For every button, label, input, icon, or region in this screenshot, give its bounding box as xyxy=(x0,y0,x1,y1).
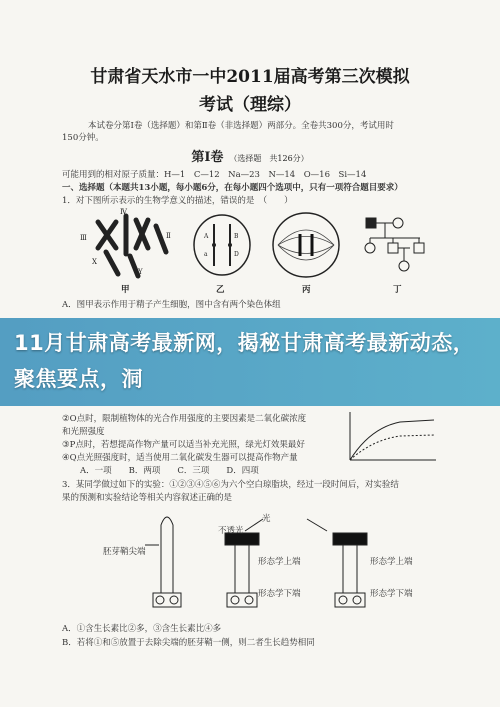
figure-spindle xyxy=(270,210,342,280)
figure-label-4: 丁 xyxy=(393,285,402,295)
figure-label-1: 甲 xyxy=(121,285,130,295)
section-title: 第Ⅰ卷 xyxy=(191,150,224,165)
atomic-masses: 可能用到的相对原子质量：H—1 C—12 Na—23 N—14 O—16 Si—14 xyxy=(62,170,367,180)
svg-text:D: D xyxy=(234,251,239,258)
exam-title-line2: 考试（理综） xyxy=(199,95,301,115)
svg-text:A: A xyxy=(204,233,209,240)
question-line-4: ④Q点光照强度时，适当使用二氧化碳发生器可以提高作物产量 xyxy=(62,453,298,463)
exp-label-mid-top: 形态学上端 xyxy=(258,557,301,567)
figure-cell xyxy=(190,212,254,278)
option-a-q1: A．图甲表示作用于精子产生细胞，图中含有两个染色体组 xyxy=(62,300,281,310)
exp-label-mid-bottom: 形态学下端 xyxy=(258,589,301,599)
section-heading xyxy=(0,146,500,165)
svg-text:a: a xyxy=(204,251,208,258)
svg-text:Ⅳ: Ⅳ xyxy=(120,208,127,216)
question-3-line-2: 果的预测和实验结论等相关内容叙述正确的是 xyxy=(62,493,233,503)
intro-text-2: 150分钟。 xyxy=(62,133,104,143)
answer-b: B．若将①和⑤放置于去除尖端的胚芽鞘一侧，则二者生长趋势相同 xyxy=(62,638,315,648)
section-note: （选择题 共126分） xyxy=(229,154,309,163)
question-line-2: 和光照强度 xyxy=(62,427,105,437)
exp-label-light: 光 xyxy=(262,514,271,524)
answer-a: A．①含生长素比②多，③含生长素比④多 xyxy=(62,624,222,634)
question-line-1: ②O点时，限制植物体的光合作用强度的主要因素是二氧化碳浓度 xyxy=(62,414,307,424)
question-1: 1．对下图所示表示的生物学意义的描述，错误的是 （ ） xyxy=(62,196,293,206)
question-line-3: ③P点时，若想提高作物产量可以适当补充光照，绿光灯效果最好 xyxy=(62,440,305,450)
headline-text: 11月甘肃高考最新网，揭秘甘肃高考最新动态，聚焦要点，洞 xyxy=(14,331,475,391)
figure-light-curve xyxy=(340,408,440,468)
exp-label-right-top: 形态学上端 xyxy=(370,557,413,567)
svg-text:X: X xyxy=(92,258,97,266)
exam-title-line1: 甘肃省天水市一中2011届高考第三次模拟 xyxy=(90,67,410,87)
figure-pedigree xyxy=(358,212,438,278)
figure-label-2: 乙 xyxy=(216,285,225,295)
question-3-line-1: 3．某同学做过如下的实验：①②③④⑤⑥为六个空白琼脂块，经过一段时间后，对实验结 xyxy=(62,480,399,490)
exp-label-tip: 胚芽鞘尖端 xyxy=(103,547,146,557)
svg-text:Y: Y xyxy=(138,268,143,276)
figure-chromosomes xyxy=(78,208,176,280)
exp-label-cover: 不透光 xyxy=(218,526,244,536)
exp-label-right-bottom: 形态学下端 xyxy=(370,589,413,599)
intro-text-1: 本试卷分第Ⅰ卷（选择题）和第Ⅱ卷（非选择题）两部分。全卷共300分，考试用时 xyxy=(88,121,394,131)
figure-label-3: 丙 xyxy=(302,285,311,295)
question-options: A．一项 B．两项 C．三项 D．四项 xyxy=(80,466,259,476)
svg-text:Ⅲ: Ⅲ xyxy=(80,234,87,242)
svg-text:Ⅱ: Ⅱ xyxy=(166,232,171,240)
svg-text:B: B xyxy=(234,233,239,240)
choice-heading: 一、选择题（本题共13小题，每小题6分，在每小题四个选项中，只有一项符合题目要求） xyxy=(62,183,403,193)
